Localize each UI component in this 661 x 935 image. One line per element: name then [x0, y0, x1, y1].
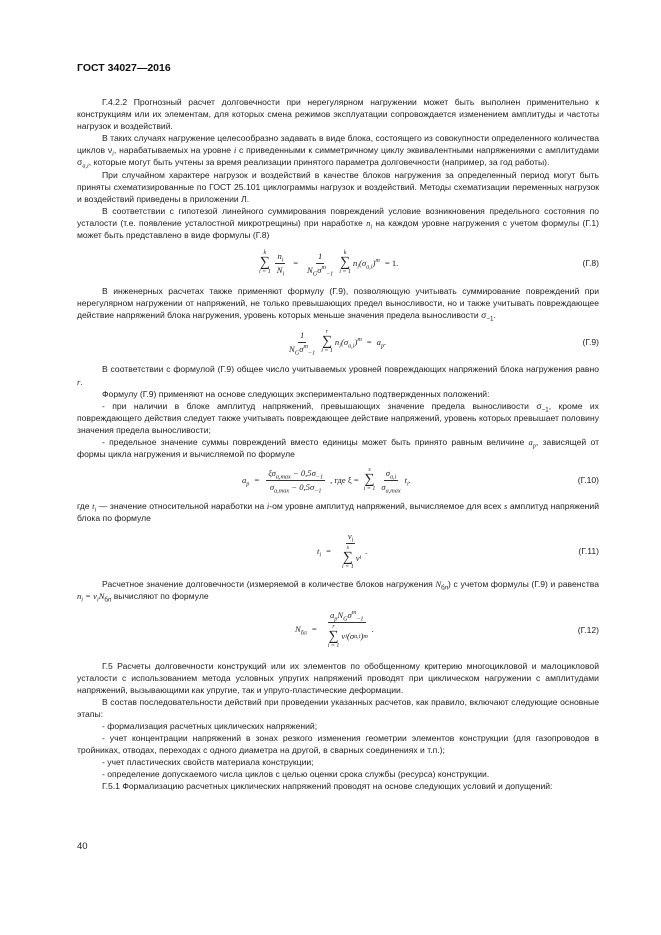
- list-item-plasticity: - учет пластических свойств материала конструкции;: [102, 757, 314, 768]
- sum-symbol: k ∑ i = 1: [259, 250, 271, 276]
- list-item-concentration: - учет концентрации напряжений в зонах резкого изменения геометрии элементов конструкции (для газопроводов в тройниках, отводах, переходах с одного диаметра на другой, в сварных соединениях и т.п.);: [77, 733, 599, 756]
- equation-number: (Г.12): [577, 624, 599, 635]
- paragraph-block-loading: В таких случаях нагружение целесообразно задавать в виде блока, состоящего из совокупности определенного количества циклов $\nu_i$, нарабатываемых на уровне i с приведенными к симметричному циклу эквивалентными напряжениями с амплитудами $\sigma_{a,i}$, которые могут быть учтены за время реализации принятого параметра долговечности (например, за год работы).: [77, 133, 599, 171]
- paragraph-g51: Г.5.1 Формализацию расчетных циклических напряжений проводят на основе следующих условий и допущений:: [102, 781, 553, 792]
- equation-g12: $N_{бл}$ = $a_pN_G\sigma^m_{-1}$ r ∑ i = 1 ν i (σ a,i ) m . (Г.12): [295, 608, 599, 649]
- paragraph-g5: Г.5 Расчеты долговечности конструкций или их элементов по обобщенному критерию многоцикловой и малоцикловой усталости с использованием метода условных упругих напряжений проводят при циклическом нагружении с амплитудами напряжений, вызывающими как упругие, так и упруго-пластические деформации.: [77, 660, 599, 695]
- list-item-limit-sum: - предельное значение суммы повреждений вместо единицы может быть принято равным величине $a_p$, зависящей от формы цикла нагружения и вычисляемой по формуле: [77, 436, 600, 460]
- list-item-amplitudes: - при наличии в блоке амплитуд напряжений, превышающих значение предела выносливости $\sigma_{-1}$, кроме их повреждающего действия следует также учитывать повреждающее действие напряжений, уровень которых превышает половину значения предела выносливости;: [77, 400, 599, 435]
- list-item-allowable-cycles: - определение допускаемого числа циклов с целью оценки срока службы (ресурса) конструкции.: [102, 769, 490, 780]
- sum-symbol: r ∑ i = 1: [321, 329, 333, 355]
- paragraph-formula-basis: Формулу (Г.9) применяют на основе следующих экспериментально подтвержденных положений:: [102, 388, 490, 399]
- paragraph-engineering-calc: В инженерных расчетах также применяют формулу (Г.9), позволяющую учитывать суммирование повреждений при нерегулярном нагружении от напряжений, не только превышающих предел выносливости, но и также учитывать повреждающее действие напряжений блока нагружения, уровень которых меньше значения предела выносливости $\sigma_{-1}$.: [77, 286, 599, 324]
- equation-g11: $t_i$ = $\nu_i$ s ∑ i = 1 ν i . (Г.11): [317, 531, 599, 571]
- equation-g9: $\frac{1}{N_G\sigma^m_{-1}}$ r ∑ i = 1 $n_i(\sigma_{a,i})^m$ = $a_p$. (Г.9): [289, 329, 599, 357]
- sum-symbol: s ∑ i = 1: [341, 545, 354, 571]
- paragraph-linear-summation: В соответствии с гипотезой линейного суммирования повреждений условие возникновения предельного состояния по усталости (т.е. появление усталостной микротрещины) при наработке $n_i$ на каждом уровне нагружения с учетом формулы (Г.1) может быть представлено в виде формулы (Г.8): [77, 205, 600, 241]
- document-header: ГОСТ 34027—2016: [77, 62, 171, 74]
- paragraph-stages: В состав последовательности действий при проведении указанных расчетов, как правило, включают следующие основные этапы:: [77, 696, 599, 719]
- paragraph-random-loading: При случайном характере нагрузок и воздействий в качестве блоков нагружения за определенный период могут быть приняты схематизированные по ГОСТ 25.101 циклограммы нагрузок и воздействий. Методы схематизации переменных нагрузок и воздействий приведены в приложении Л.: [77, 169, 599, 204]
- equation-number: (Г.9): [582, 337, 599, 348]
- paragraph-g422: Г.4.2.2 Прогнозный расчет долговечности при нерегулярном нагружении может быть выполнен применительно к конструкциям или их элементам, для которых смена режимов эксплуатации сопровождается изменением амплитуды и частоты нагрузок и воздействий.: [77, 97, 599, 132]
- equation-number: (Г.10): [577, 475, 599, 486]
- paragraph-where-ti: где $t_i$ — значение относительной наработки на i-ом уровне амплитуд напряжений, вычисляемое для всех s амплитуд напряжений блока по формуле: [77, 501, 599, 524]
- paragraph-levels-count: В соответствии с формулой (Г.9) общее число учитываемых уровней повреждающих напряжений блока нагружения равно r.: [77, 364, 599, 387]
- paragraph-durability-calc: Расчетное значение долговечности (измеряемой в количестве блоков нагружения $N_{бл}$) с учетом формулы (Г.9) и равенства $n_i = \nu_iN_{бл}$ вычисляют по формуле: [77, 579, 599, 605]
- equation-number: (Г.8): [582, 258, 599, 269]
- sum-symbol: r ∑ i = 1: [327, 623, 340, 649]
- page-number: 40: [77, 841, 88, 852]
- equation-number: (Г.11): [578, 546, 599, 557]
- sum-symbol: s ∑ i = 1: [363, 467, 376, 493]
- sum-symbol: k ∑ i = 1: [339, 250, 351, 276]
- list-item-formalization: - формализация расчетных циклических напряжений;: [102, 721, 318, 731]
- equation-g8: k ∑ i = 1 $\frac{n_i}{N_i}$ = $\frac{1}{N_G\sigma^m_{-1}}$ k ∑ i = 1 $n_i(\sigma_{a,i})^m$ = 1. (Г.8): [259, 250, 599, 278]
- equation-g10: $a_p$ = $\frac{\xi\sigma_{a,max} - 0,5\sigma_{-1}}{\sigma_{a,max} - 0,5\sigma_{-1}}$ , где ξ = s ∑ i = 1 $\frac{\sigma_{a,i}}{\sigma_{a,max}}$ $t_i$. (Г.10): [242, 467, 599, 495]
